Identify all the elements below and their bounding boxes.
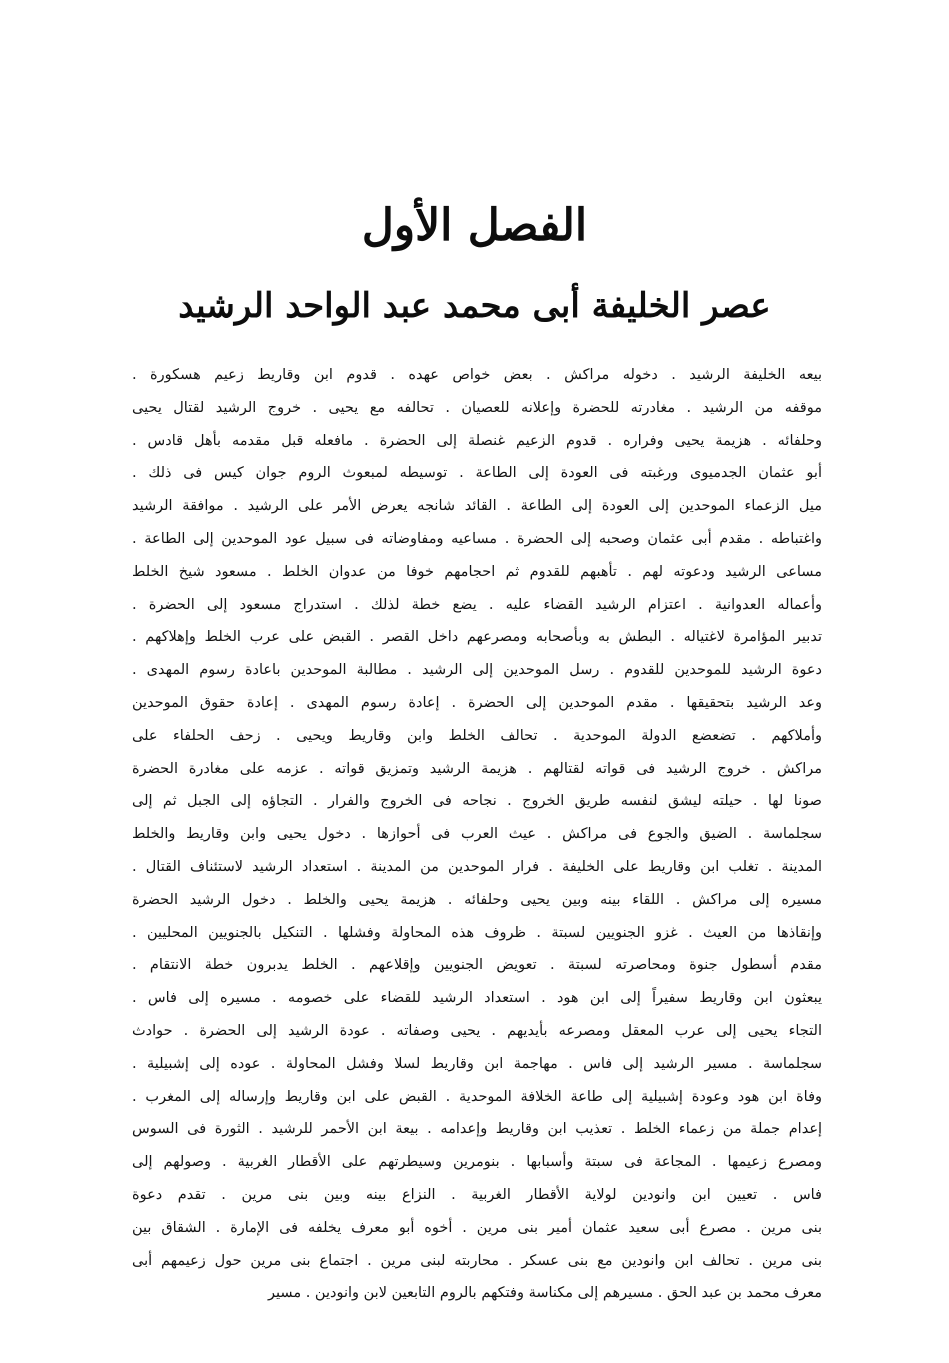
summary-line: التجاء يحيى إلى عرب المعقل ومصرعه بأيديهم . يحيى وصفاته . عودة الرشيد إلى الحضرة . حوادث [132, 1022, 822, 1039]
summary-line: مساعى الرشيد ودعوته لهم . تأهبهم للقدوم ثم احجامهم خوفا من عدوان الخلط . مسعود شيخ الخلط [132, 563, 822, 580]
summary-line: وفاة ابن هود وعودة إشبيلية إلى طاعة الخلافة الموحدية . القبض على ابن وقاريط وإرساله إلى المغرب . [132, 1088, 822, 1105]
summary-line: ميل الزعماء الموحدين إلى العودة إلى الطاعة . القائد شانجه يعرض الأمر على الرشيد . موافقة الرشيد [132, 498, 822, 515]
summary-line: سجلماسة . مسير الرشيد إلى فاس . مهاجمة ابن وقاريط لسلا وفشل المحاولة . عوده إلى إشبيلية . [132, 1055, 822, 1072]
summary-line: مقدم أسطول جنوة ومحاصرته لسبتة . تعويض الجنويين وإقلاعهم . الخلط يدبرون خطة الانتقام . [132, 957, 822, 974]
summary-line: ومصرع زعيمها . المجاعة فى سبتة وأسبابها . بنومرين وسيطرتهم على الأقطار الغربية . وصولهم إلى [132, 1154, 822, 1171]
summary-line: وأعماله العدوانية . اعتزام الرشيد القضاء عليه . يضع خطة لذلك . استدراج مسعود إلى الحضرة . [132, 596, 822, 613]
summary-line: واغتباطه . مقدم أبى عثمان وصحبه إلى الحضرة . مساعيه ومفاوضاته فى سبيل عود الموحدين إلى الطاعة . [132, 530, 822, 547]
summary-line: فاس . تعيين ابن وانودين لولاية الأقطار الغربية . النزاع بينه وبين بنى مرين . تقدم دعوة [132, 1186, 822, 1203]
summary-line: تدبير المؤامرة لاغتياله . البطش به وبأصحابه ومصرعهم داخل القصر . القبض على عرب الخلط وإهلاكهم . [132, 629, 822, 646]
summary-line: وحلفائه . هزيمة يحيى وفراره . قدوم الزعيم غنصلة إلى الحضرة . مافعله قبل مقدمه بأهل قادس . [132, 432, 822, 449]
summary-line: وإنقاذها من العيث . غزو الجنويين لسبتة . ظروف هذه المحاولة وفشلها . التنكيل بالجنويين المحليين . [132, 924, 822, 941]
summary-line: بنى مرين . تحالف ابن وانودين مع بنى عسكر . محاربته لبنى مرين . اجتماع بنى مرين حول زعيمهم أبى [132, 1252, 822, 1269]
summary-line: بيعه الخليفة الرشيد . دخوله مراكش . بعض خواص عهده . قدوم ابن وقاريط زعيم هسكورة . [132, 367, 822, 383]
summary-line: يبعثون ابن وقاريط سفيراً إلى ابن هود . استعداد الرشيد للقضاء على خصومه . مسيره إلى فاس . [132, 990, 822, 1007]
summary-line: أبو عثمان الجدميوى ورغبته فى العودة إلى الطاعة . توسيطه لمبعوث الروم جوان كيس فى ذلك . [132, 465, 822, 482]
summary-line: بنى مرين . مصرع أبى سعيد عثمان أمير بنى مرين . أخوه أبو معرف يخلفه فى الإمارة . الشقاق بين [132, 1219, 822, 1236]
summary-line: إعدام جملة من زعماء الخلط . تعذيب ابن وقاريط وإعدامه . بيعة ابن الأحمر للرشيد . الثورة فى السوس [132, 1121, 822, 1138]
chapter-summary [132, 359, 822, 1310]
summary-line: صونا لها . حيلته ليشق لنفسه طريق الخروج . نجاحه فى الخروج والفرار . التجاؤه إلى الجبل ثم إلى [132, 793, 822, 810]
chapter-title: الفصل الأول [361, 200, 588, 251]
summary-line: وعد الرشيد بتحقيقها . مقدم الموحدين إلى الحضرة . إعادة رسوم المهدى . إعادة حقوق الموحدين [132, 694, 822, 711]
summary-line: مسيره إلى مراكش . اللقاء بينه وبين يحيى وحلفائه . هزيمة يحيى والخلط . دخول الرشيد الحضرة [132, 891, 822, 908]
summary-line: المدينة . تغلب ابن وقاريط على الخليفة . فرار الموحدين من المدينة . استعداد الرشيد لاستئناف القتال . [132, 858, 822, 875]
summary-line: موقفه من الرشيد . مغادرته للحضرة وإعلانه للعصيان . تحالفه مع يحيى . خروج الرشيد لقتال يحيى [132, 399, 822, 416]
summary-line: مراكش . خروج الرشيد فى قواته لقتالهم . هزيمة الرشيد وتمزيق قواته . عزمه على مغادرة الحضرة [132, 760, 822, 777]
summary-line: معرف محمد بن عبد الحق . مسيرهم إلى مكناسة وفتكهم بالروم التابعين لابن وانودين . مسير [268, 1285, 822, 1302]
summary-line: سجلماسة . الضيق والجوع فى مراكش . عيث العرب فى أحوازها . دخول يحيى وابن وقاريط والخلط [132, 826, 822, 843]
summary-line: دعوة الرشيد للموحدين للقدوم . رسل الموحدين إلى الرشيد . مطالبة الموحدين باعادة رسوم المهدى . [132, 662, 822, 679]
chapter-subtitle: عصر الخليفة أبى محمد عبد الواحد الرشيد [178, 286, 771, 326]
summary-line: وأملاكهم . تضعضع الدولة الموحدية . تحالف الخلط وابن وقاريط ويحيى . زحف الحلفاء على [132, 727, 822, 744]
